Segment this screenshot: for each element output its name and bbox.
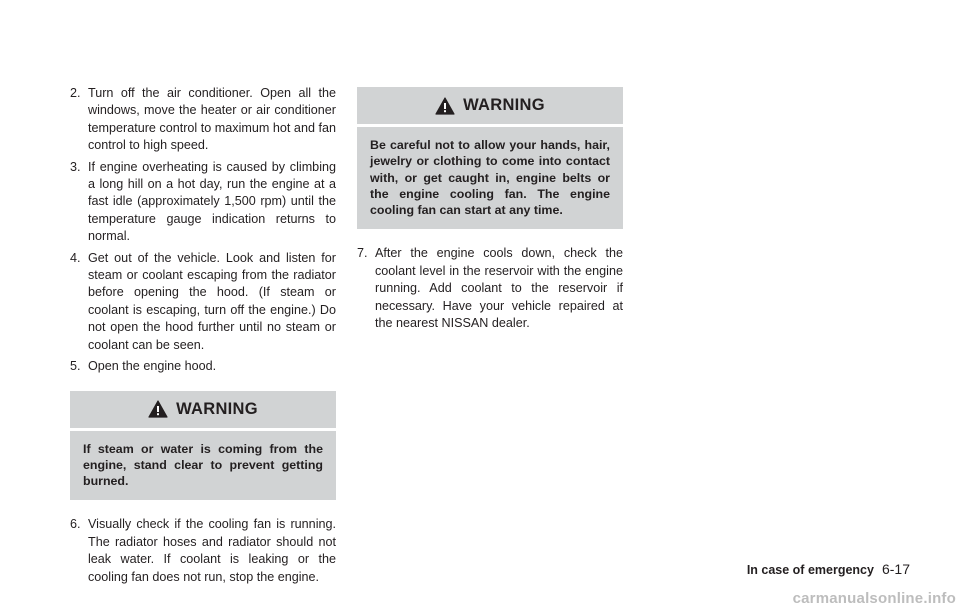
- warning-title: WARNING: [176, 399, 258, 418]
- warning-box-fan: [357, 87, 623, 229]
- page-footer: [747, 561, 910, 577]
- step-4: 4. Get out of the vehicle. Look and listen for steam or coolant escaping from the radiator before opening the hood. (If steam or coolant is escaping, turn off the engine.) Do not open the hood further until no steam or coolant can be seen.: [70, 250, 336, 352]
- page-number: 6-17: [881, 561, 910, 577]
- warning-header: [70, 391, 336, 428]
- warning-header: [357, 87, 623, 124]
- right-column: [357, 87, 623, 337]
- step-2: 2. Turn off the air conditioner. Open all the windows, move the heater or air conditioner temperature control to maximum hot and fan control to high speed.: [70, 86, 336, 153]
- section-title: In case of emergency: [746, 563, 874, 577]
- step-6: 6. Visually check if the cooling fan is running. The radiator hoses and radiator should not leak water. If coolant is leaking or the cooling fan does not run, stop the engine.: [70, 517, 336, 584]
- warning-triangle-icon: [435, 97, 455, 115]
- warning-text: Be careful not to allow your hands, hair, jewelry or clothing to come into contact with, or get caught in, engine belts or the engine cooling fan. The engine cooling fan can start at any time.: [357, 127, 623, 229]
- step-7: 7. After the engine cools down, check the coolant level in the reservoir with the engine running. Add coolant to the reservoir if necessary. Have your vehicle repaired at the nearest NISSAN dealer.: [357, 246, 623, 331]
- warning-box-steam: [70, 391, 336, 501]
- left-column: [70, 85, 336, 590]
- warning-text: If steam or water is coming from the engine, stand clear to prevent getting burned.: [70, 431, 336, 501]
- step-5: 5. Open the engine hood.: [70, 359, 217, 374]
- step-3: 3. If engine overheating is caused by climbing a long hill on a hot day, run the engine at a fast idle (approximately 1,500 rpm) until the temperature gauge indication returns to normal.: [70, 159, 336, 244]
- warning-triangle-icon: [148, 400, 168, 418]
- warning-title: WARNING: [463, 96, 545, 114]
- watermark: carmanualsonline.info: [792, 590, 956, 607]
